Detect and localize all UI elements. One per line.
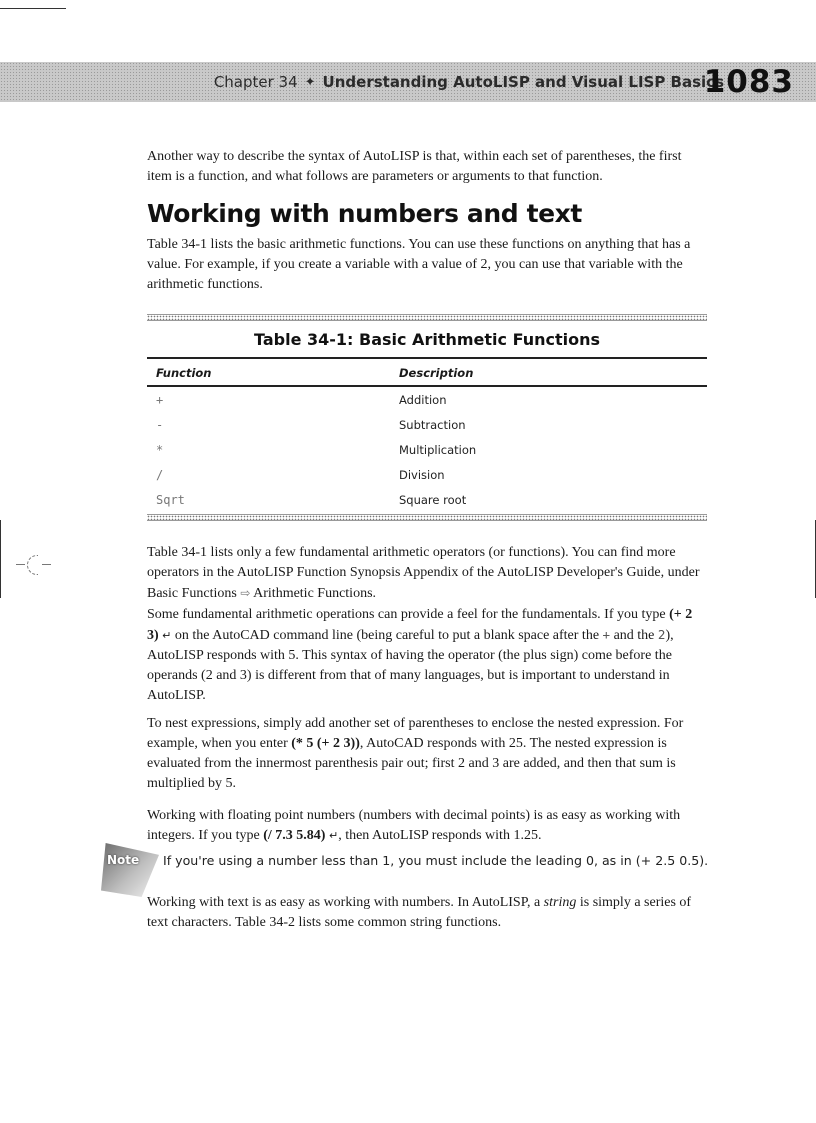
- table-row: [147, 437, 707, 462]
- fundamentals-text: Some fundamental arithmetic operations can provide a feel for the fundamentals. If you type (+ 2 3) ↵ on the AutoCAD command line (being careful to put a blank space after the + and the 2), AutoLISP responds with 5. This syntax of having the operator (the plus sign) come before the operands (2 and 3) is different from that of many languages, but is important to understand in AutoLISP.: [147, 607, 693, 703]
- column-header-function: Function: [147, 358, 395, 386]
- table: [147, 357, 707, 512]
- function-cell: /: [156, 467, 164, 482]
- section-paragraph-text: Table 34-1 lists the basic arithmetic functions. You can use these functions on anything that has a value. For example, if you create a variable with a value of 2, you can use that variable with the arithmetic functions.: [147, 237, 691, 292]
- description-cell: Square root: [399, 492, 467, 507]
- page-number: 1083: [703, 64, 794, 100]
- arithmetic-functions-table: [147, 314, 707, 521]
- nest-paragraph: [147, 714, 707, 794]
- diamond-separator-icon: ✦: [304, 74, 316, 90]
- chapter-title: Understanding AutoLISP and Visual LISP Basics: [322, 73, 724, 91]
- description-cell: Subtraction: [399, 417, 466, 432]
- table-row: [147, 487, 707, 512]
- table-row: [147, 412, 707, 437]
- text-paragraph: [147, 893, 707, 933]
- function-cell: +: [156, 392, 164, 407]
- description-cell: Multiplication: [399, 442, 477, 457]
- table-title: Table 34-1: Basic Arithmetic Functions: [253, 330, 600, 349]
- description-cell: Division: [399, 467, 445, 482]
- code-plus: +: [602, 627, 611, 642]
- enter-key-icon: ↵: [162, 629, 172, 642]
- float-paragraph: [147, 806, 707, 846]
- float-text: Working with floating point numbers (numbers with decimal points) is as easy as working with integers. If you type (/ 7.3 5.84) ↵, then AutoLISP responds with 1.25.: [147, 808, 681, 843]
- function-cell: Sqrt: [156, 492, 185, 507]
- intro-paragraph: [147, 147, 707, 187]
- table-header-row: [147, 358, 707, 386]
- nest-text: To nest expressions, simply add another set of parentheses to enclose the nested expression. For example, when you enter (* 5 (+ 2 3)), AutoCAD responds with 25. The nested expression is evaluated from the innermost parenthesis pair out; first 2 and 3 are added, and then that sum is multiplied by 5.: [147, 716, 684, 791]
- cross-reference-icon: [16, 553, 50, 575]
- operators-paragraph: [147, 543, 707, 604]
- note-text: If you're using a number less than 1, you must include the leading 0, as in (+ 2.5 0.5).: [163, 853, 709, 868]
- table-bottom-rule: [147, 514, 707, 521]
- column-header-description: Description: [395, 358, 707, 386]
- code-input: (+ 2 3): [147, 607, 693, 643]
- text-paragraph-text: Working with text is as easy as working with numbers. In AutoLISP, a string is simply a series of text characters. Table 34-2 lists some common string functions.: [147, 895, 692, 930]
- running-header: [214, 70, 724, 94]
- code-two: 2: [657, 627, 666, 642]
- function-cell: *: [156, 442, 164, 457]
- enter-key-icon: ↵: [328, 829, 339, 842]
- code-input: (/ 7.3 5.84): [263, 828, 326, 843]
- fundamentals-paragraph: [147, 605, 707, 706]
- term-string: string: [543, 895, 577, 910]
- table-row: [147, 462, 707, 487]
- left-margin-bar: [0, 520, 1, 598]
- table-row: [147, 386, 707, 412]
- code-input: (* 5 (+ 2 3)): [291, 736, 360, 751]
- menu-arrow-icon: ⇨: [240, 586, 251, 600]
- chapter-label: Chapter 34: [213, 73, 298, 91]
- note-label: Note: [107, 853, 140, 867]
- section-paragraph: [147, 235, 707, 295]
- section-heading: Working with numbers and text: [147, 199, 582, 228]
- note-icon: [101, 843, 159, 897]
- intro-text: Another way to describe the syntax of AutoLISP is that, within each set of parentheses, the first item is a function, and what follows are parameters or arguments to that function.: [147, 149, 682, 184]
- description-cell: Addition: [399, 392, 447, 407]
- table-top-rule: [147, 314, 707, 321]
- function-cell: -: [156, 417, 164, 432]
- corner-rule: [0, 8, 66, 9]
- operators-text: Table 34-1 lists only a few fundamental arithmetic operators (or functions). You can find more operators in the AutoLISP Function Synopsis Appendix of the AutoLISP Developer's Guide, under Basic Functions ⇨ Arithmetic Functions.: [147, 545, 700, 601]
